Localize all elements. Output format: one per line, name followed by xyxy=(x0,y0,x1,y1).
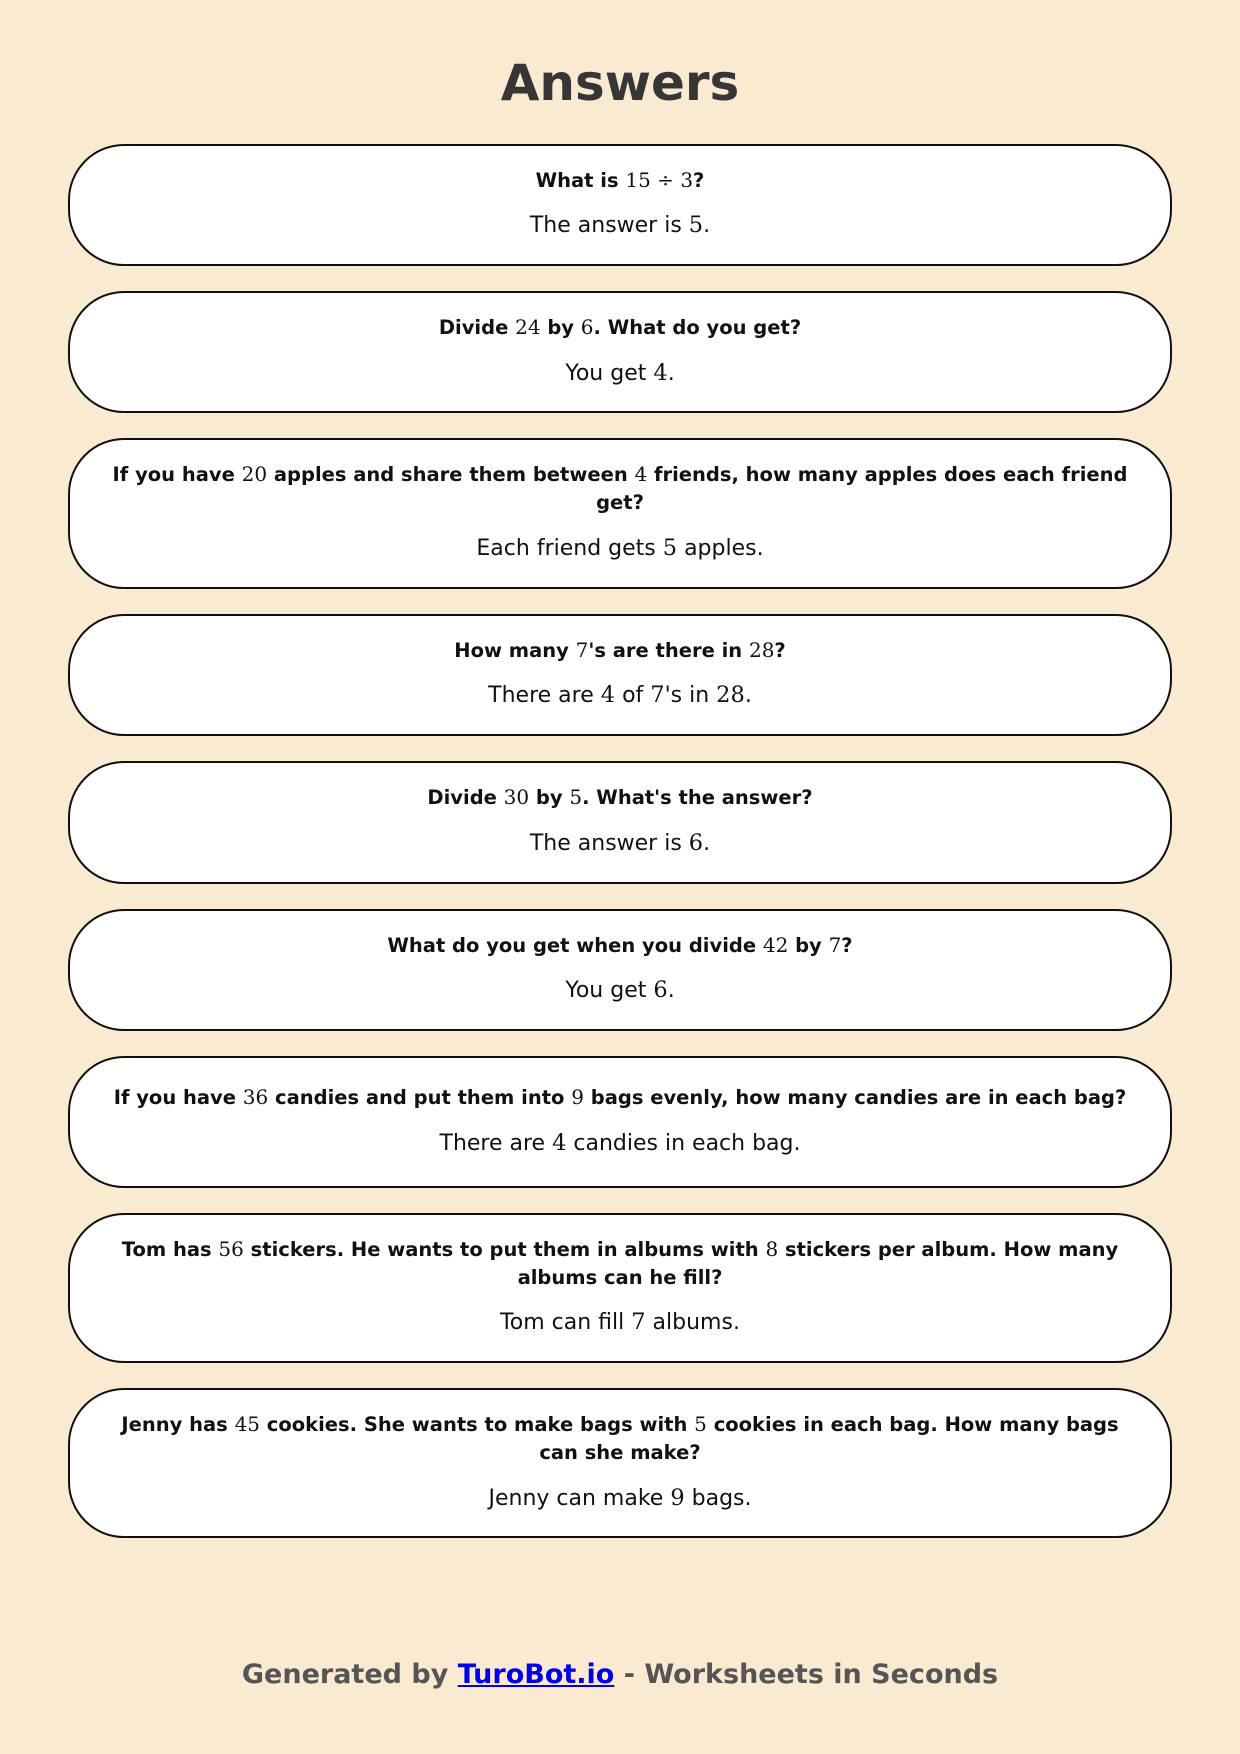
number-token: 6 xyxy=(653,977,668,1004)
text-token: by xyxy=(540,315,581,339)
answer-card xyxy=(68,438,1172,588)
number-token: 4 xyxy=(653,359,668,386)
answer-card xyxy=(68,1056,1172,1188)
text-token: stickers per album. How many albums can he fill? xyxy=(517,1238,1119,1289)
question-text xyxy=(106,313,1134,342)
question-text xyxy=(106,1083,1134,1112)
text-token: friends, how many apples does each friend get? xyxy=(596,463,1128,515)
question-text xyxy=(106,1410,1134,1466)
text-token: of xyxy=(615,683,651,709)
footer xyxy=(0,1659,1240,1690)
text-token: bags evenly, how many candies are in each bag? xyxy=(583,1085,1127,1109)
text-token: by xyxy=(529,786,570,810)
text-token: ? xyxy=(841,933,853,957)
number-token: 9 xyxy=(670,1484,685,1511)
text-token: candies and put them into xyxy=(268,1085,572,1109)
text-token: . xyxy=(703,213,711,239)
question-text xyxy=(106,783,1134,812)
number-token: 3 xyxy=(680,167,694,192)
text-token: You get xyxy=(565,978,654,1004)
turobot-link[interactable]: TuroBot.io xyxy=(457,1659,615,1690)
number-token: 5 xyxy=(694,1412,707,1437)
text-token: There are xyxy=(488,683,601,709)
number-token: 9 xyxy=(571,1084,584,1109)
text-token: 's are there in xyxy=(588,638,749,662)
number-token: 24 xyxy=(515,314,541,339)
text-token: . What's the answer? xyxy=(582,786,813,810)
text-token: Jenny has xyxy=(121,1413,235,1437)
answer-text xyxy=(106,1483,1134,1515)
text-token: Divide xyxy=(427,786,504,810)
number-token: ÷ xyxy=(650,167,681,192)
question-text xyxy=(106,166,1134,195)
text-token: What do you get when you divide xyxy=(387,933,763,957)
text-token: ? xyxy=(774,638,786,662)
number-token: 5 xyxy=(688,212,704,239)
answer-text xyxy=(106,533,1134,565)
text-token: . xyxy=(744,683,752,709)
text-token: . xyxy=(703,830,711,856)
answer-text xyxy=(106,210,1134,242)
text-token: If you have xyxy=(112,463,242,487)
footer-suffix: - Worksheets in Seconds xyxy=(614,1659,999,1690)
text-token: Tom can fill xyxy=(500,1310,632,1336)
text-token: The answer is xyxy=(529,830,689,856)
text-token: stickers. He wants to put them in albums with xyxy=(243,1238,766,1262)
text-token: cookies. She wants to make bags with xyxy=(260,1413,695,1437)
text-token: If you have xyxy=(113,1085,243,1109)
number-token: 20 xyxy=(241,462,268,487)
number-token: 6 xyxy=(688,829,704,856)
text-token: What is xyxy=(535,168,626,192)
question-text xyxy=(106,1235,1134,1291)
answer-card-list xyxy=(68,144,1172,1539)
number-token: 7 xyxy=(575,637,589,662)
text-token: . xyxy=(667,978,675,1004)
text-token: Each friend gets xyxy=(476,535,663,561)
number-token: 4 xyxy=(600,682,616,709)
text-token: by xyxy=(788,933,829,957)
number-token: 36 xyxy=(242,1084,269,1109)
number-token: 56 xyxy=(218,1237,244,1262)
page-title: Answers xyxy=(500,54,740,112)
number-token: 6 xyxy=(580,314,594,339)
text-token: . xyxy=(667,360,675,386)
footer-prefix: Generated by xyxy=(241,1659,458,1690)
number-token: 5 xyxy=(569,785,583,810)
answer-card xyxy=(68,614,1172,736)
answer-text xyxy=(106,1307,1134,1339)
question-text xyxy=(106,931,1134,960)
text-token: bags. xyxy=(684,1485,752,1511)
number-token: 7 xyxy=(828,932,842,957)
answer-card xyxy=(68,761,1172,883)
number-token: 4 xyxy=(552,1129,567,1156)
text-token: cookies in each bag. How many bags can she make? xyxy=(539,1413,1119,1464)
answer-card xyxy=(68,1388,1172,1538)
text-token: There are xyxy=(439,1130,553,1156)
question-text xyxy=(106,636,1134,665)
text-token: ? xyxy=(693,168,705,192)
answer-card xyxy=(68,909,1172,1031)
number-token: 28 xyxy=(748,637,775,662)
answer-card xyxy=(68,291,1172,413)
text-token: How many xyxy=(454,638,576,662)
number-token: 7 xyxy=(650,682,665,709)
answer-card xyxy=(68,1213,1172,1363)
text-token: Tom has xyxy=(121,1238,219,1262)
answer-text xyxy=(106,1128,1134,1160)
text-token: 's in xyxy=(664,683,717,709)
number-token: 45 xyxy=(234,1412,261,1437)
text-token: You get xyxy=(565,360,654,386)
answer-card xyxy=(68,144,1172,266)
text-token: candies in each bag. xyxy=(566,1130,801,1156)
text-token: Jenny can make xyxy=(488,1485,671,1511)
number-token: 15 xyxy=(625,167,651,192)
answer-text xyxy=(106,975,1134,1007)
text-token: albums. xyxy=(645,1310,740,1336)
number-token: 42 xyxy=(762,932,789,957)
number-token: 7 xyxy=(631,1309,646,1336)
answer-text xyxy=(106,358,1134,390)
text-token: Divide xyxy=(438,315,516,339)
answer-text xyxy=(106,828,1134,860)
number-token: 30 xyxy=(503,785,530,810)
number-token: 5 xyxy=(662,534,678,561)
text-token: apples. xyxy=(677,535,764,561)
text-token: . What do you get? xyxy=(593,315,802,339)
number-token: 28 xyxy=(716,682,745,709)
answer-text xyxy=(106,680,1134,712)
number-token: 4 xyxy=(634,462,648,487)
text-token: apples and share them between xyxy=(267,463,635,487)
number-token: 8 xyxy=(765,1237,779,1262)
text-token: The answer is xyxy=(529,213,689,239)
question-text xyxy=(106,460,1134,516)
